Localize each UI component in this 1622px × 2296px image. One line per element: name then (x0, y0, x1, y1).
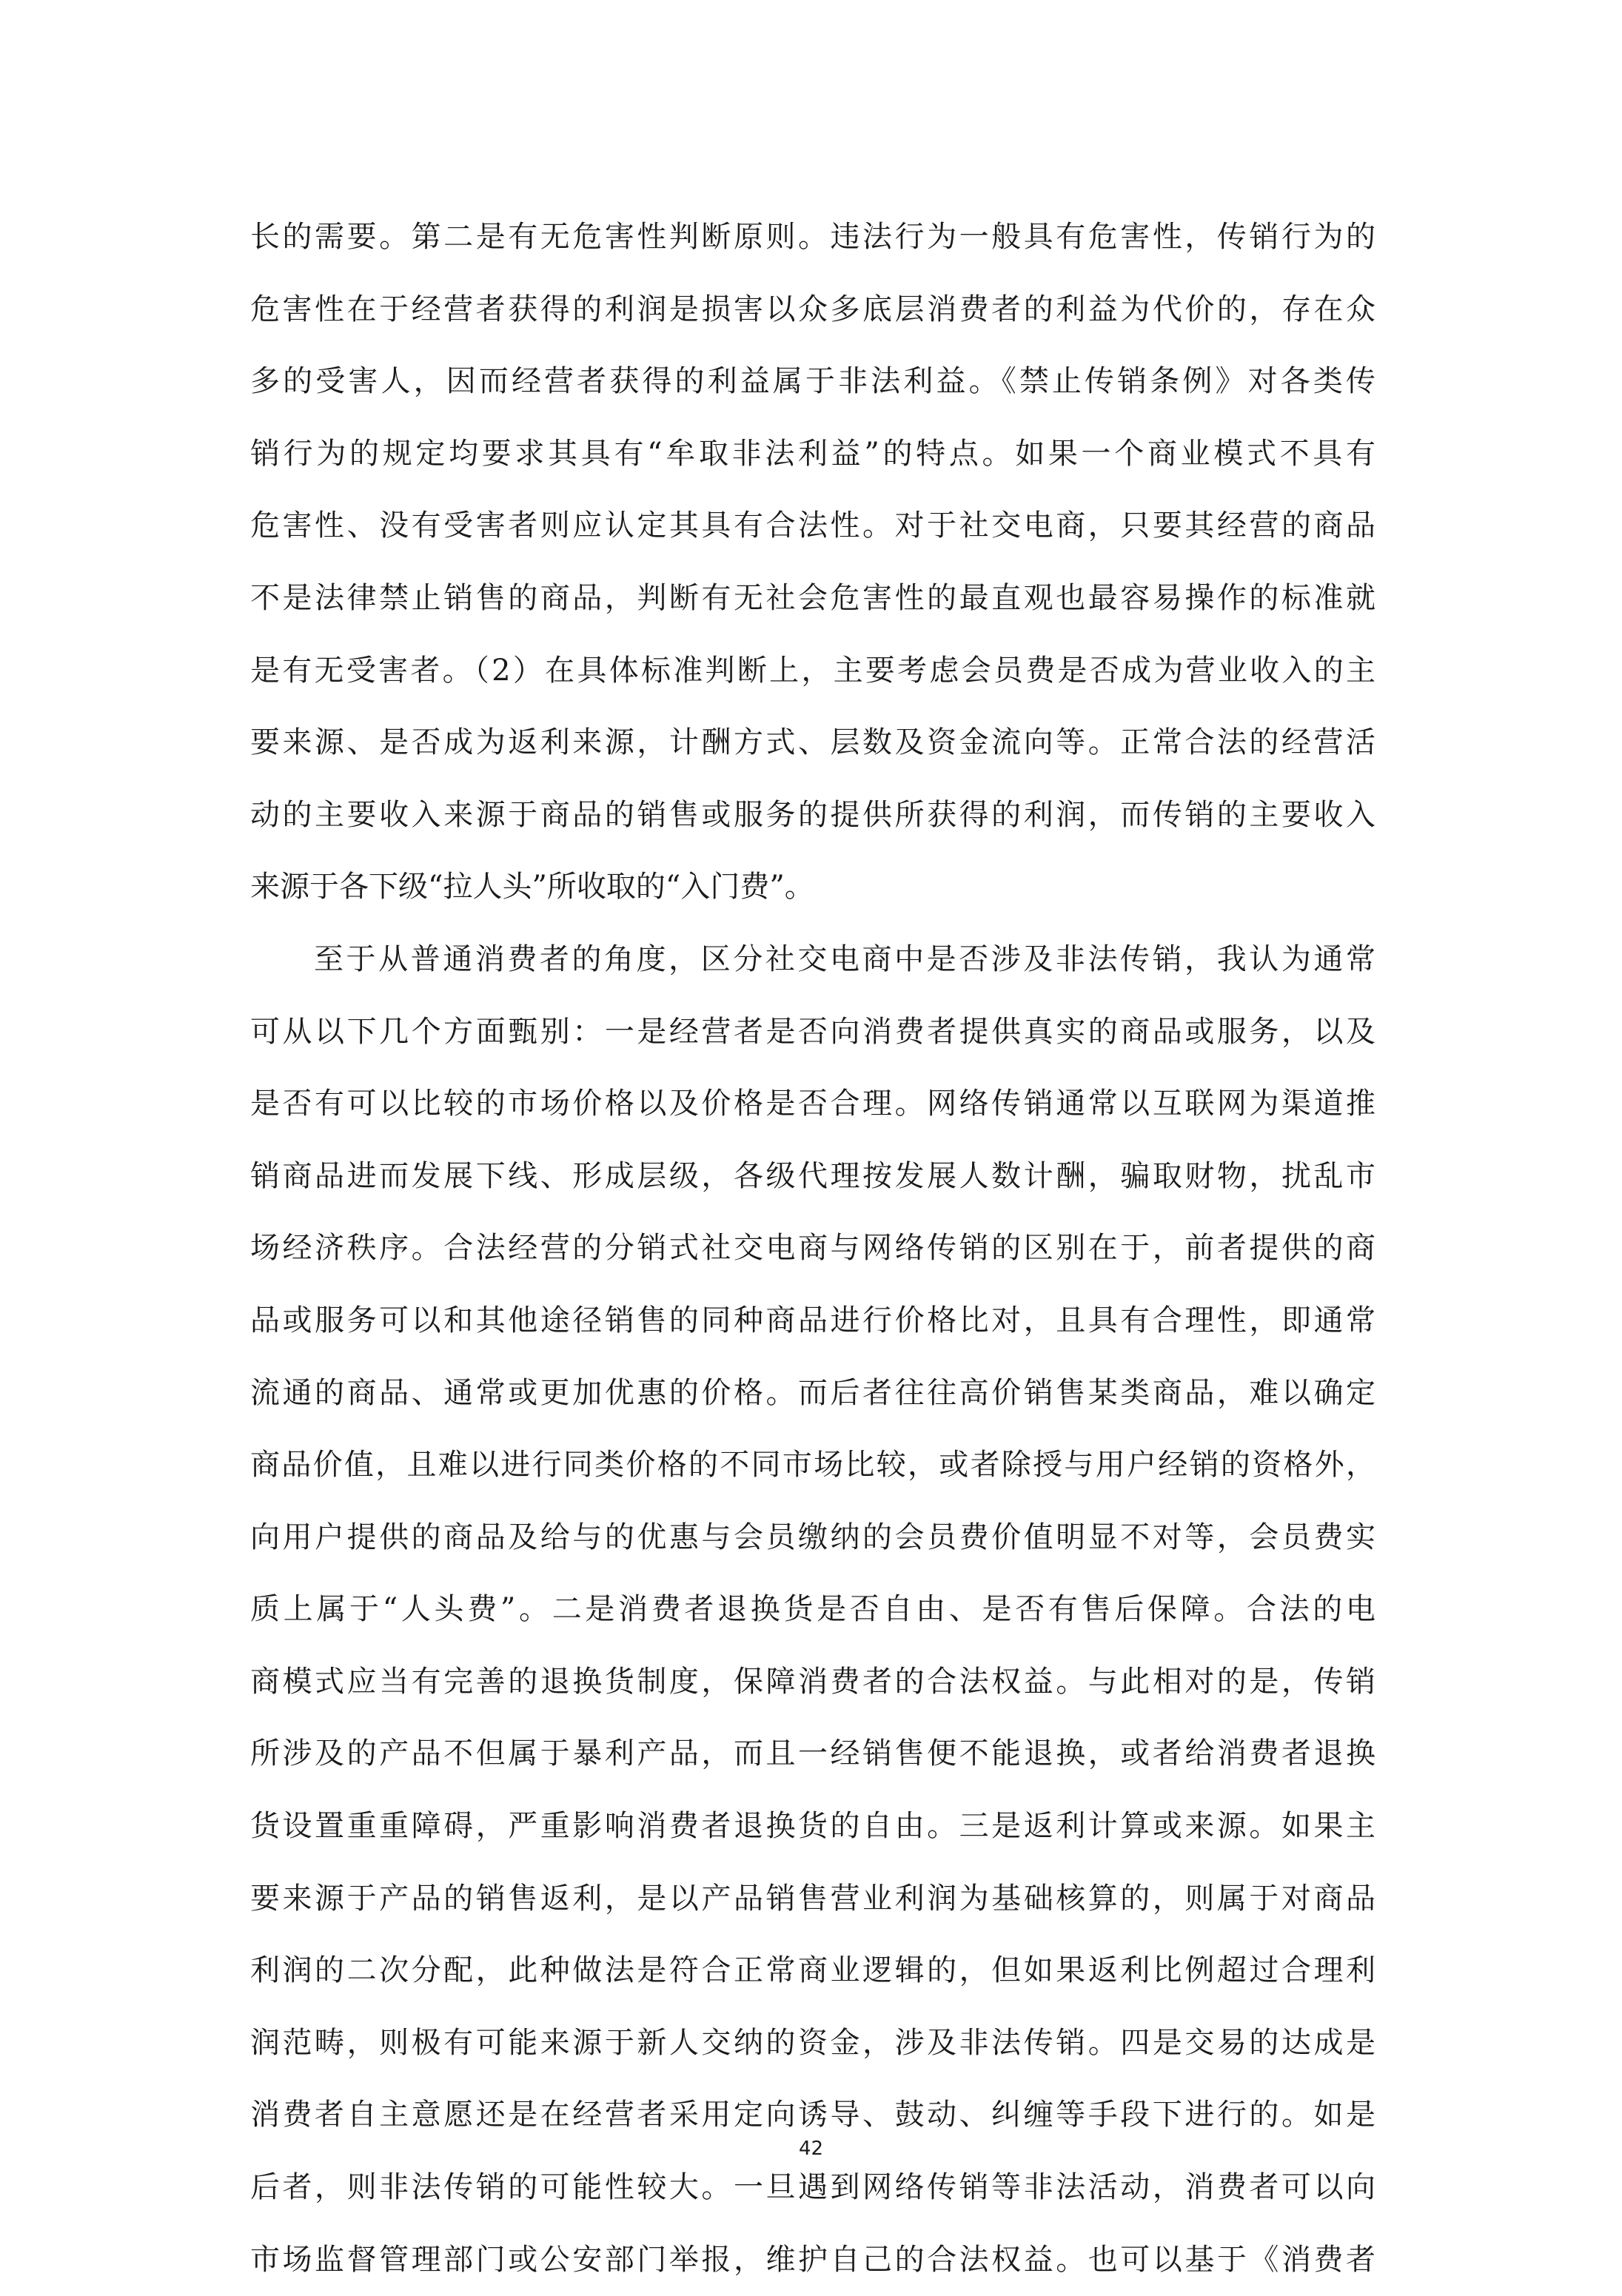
text-line: 来源于各下级“拉人头”所收取的“入门费”。 (250, 870, 814, 904)
text-line: 危害性、没有受害者则应认定其具有合法性。对于社交电商，只要其经营的商品 (250, 508, 1375, 543)
text-line: 市场监督管理部门或公安部门举报，维护自己的合法权益。也可以基于《消费者 (250, 2242, 1375, 2277)
text-line: 多的受害人，因而经营者获得的利益属于非法利益。《禁止传销条例》对各类传 (250, 364, 1375, 399)
text-line: 货设置重重障碍，严重影响消费者退换货的自由。三是返利计算或来源。如果主 (250, 1809, 1375, 1844)
text-line: 长的需要。第二是有无危害性判断原则。违法行为一般具有危害性，传销行为的 (250, 220, 1375, 254)
text-line: 后者，则非法传销的可能性较大。一旦遇到网络传销等非法活动，消费者可以向 (250, 2170, 1375, 2205)
text-line: 流通的商品、通常或更加优惠的价格。而后者往往高价销售某类商品，难以确定 (250, 1375, 1375, 1410)
text-line: 场经济秩序。合法经营的分销式社交电商与网络传销的区别在于，前者提供的商 (250, 1231, 1375, 1266)
text-line: 要来源于产品的销售返利，是以产品销售营业利润为基础核算的，则属于对商品 (250, 1881, 1375, 1916)
text-line: 危害性在于经营者获得的利润是损害以众多底层消费者的利益为代价的，存在众 (250, 292, 1375, 326)
text-line: 要来源、是否成为返利来源，计酬方式、层数及资金流向等。正常合法的经营活 (250, 725, 1375, 760)
page-number: 42 (798, 2138, 824, 2160)
text-line: 质上属于“人头费”。二是消费者退换货是否自由、是否有售后保障。合法的电 (250, 1592, 1375, 1627)
text-line: 商模式应当有完善的退换货制度，保障消费者的合法权益。与此相对的是，传销 (250, 1664, 1375, 1699)
text-line: 是否有可以比较的市场价格以及价格是否合理。网络传销通常以互联网为渠道推 (250, 1087, 1375, 1121)
text-line: 不是法律禁止销售的商品，判断有无社会危害性的最直观也最容易操作的标准就 (250, 580, 1375, 615)
text-line: 润范畴，则极有可能来源于新人交纳的资金，涉及非法传销。四是交易的达成是 (250, 2025, 1375, 2060)
text-line: 销商品进而发展下线、形成层级，各级代理按发展人数计酬，骗取财物，扰乱市 (250, 1158, 1375, 1193)
text-line: 是有无受害者。（2）在具体标准判断上，主要考虑会员费是否成为营业收入的主 (250, 653, 1375, 688)
text-line: 销行为的规定均要求其具有“牟取非法利益”的特点。如果一个商业模式不具有 (250, 436, 1375, 471)
body-text (250, 201, 1375, 2296)
text-line: 可从以下几个方面甄别：一是经营者是否向消费者提供真实的商品或服务，以及 (250, 1014, 1375, 1049)
text-line: 利润的二次分配，此种做法是符合正常商业逻辑的，但如果返利比例超过合理利 (250, 1953, 1375, 1988)
text-line: 商品价值，且难以进行同类价格的不同市场比较，或者除授与用户经销的资格外， (250, 1448, 1375, 1483)
text-line: 动的主要收入来源于商品的销售或服务的提供所获得的利润，而传销的主要收入 (250, 797, 1375, 832)
text-line: 至于从普通消费者的角度，区分社交电商中是否涉及非法传销，我认为通常 (314, 941, 1375, 976)
text-line: 消费者自主意愿还是在经营者采用定向诱导、鼓动、纠缠等手段下进行的。如是 (250, 2098, 1375, 2132)
text-line: 向用户提供的商品及给与的优惠与会员缴纳的会员费价值明显不对等，会员费实 (250, 1520, 1375, 1554)
text-line: 所涉及的产品不但属于暴利产品，而且一经销售便不能退换，或者给消费者退换 (250, 1736, 1375, 1771)
text-line: 品或服务可以和其他途径销售的同种商品进行价格比对，且具有合理性，即通常 (250, 1303, 1375, 1337)
